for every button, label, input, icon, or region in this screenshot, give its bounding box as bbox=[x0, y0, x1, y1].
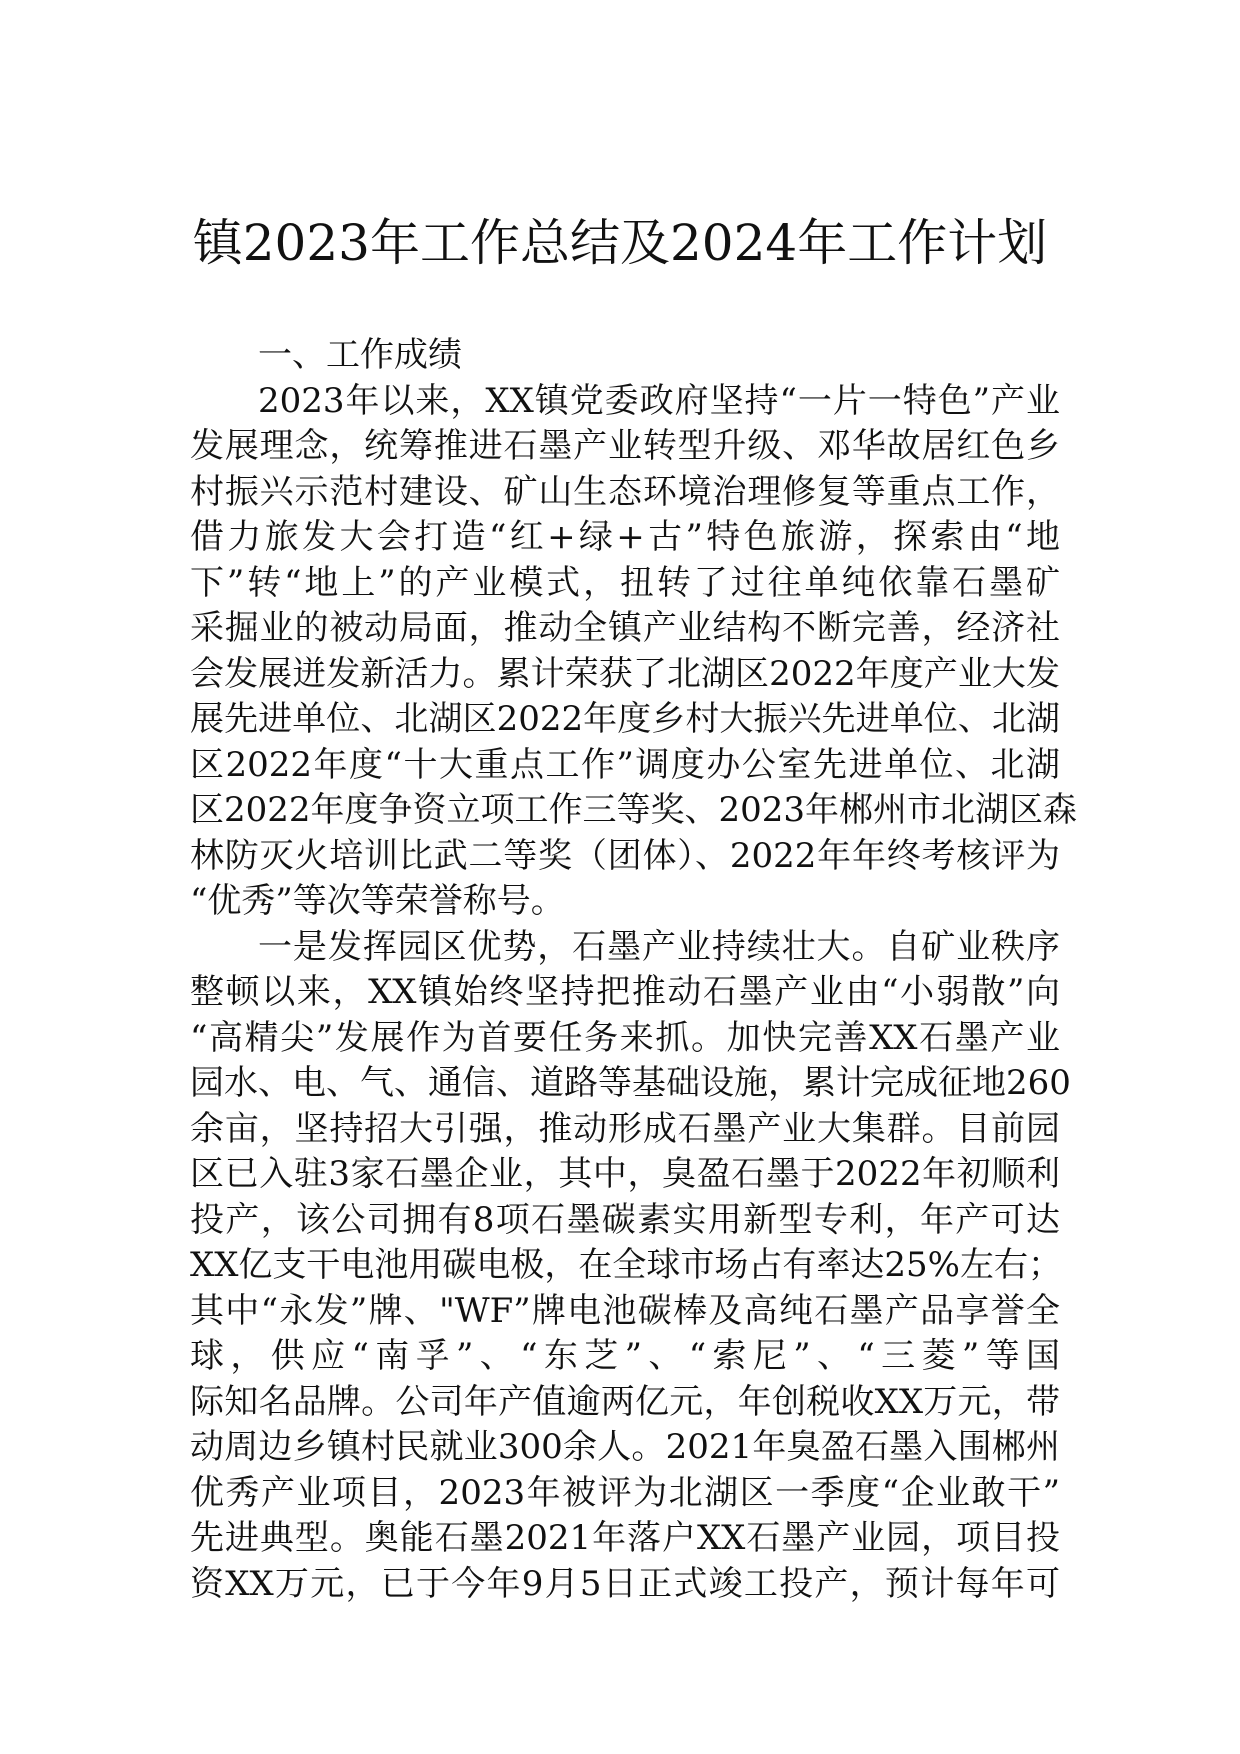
text-line: 借力旅发大会打造“红+绿+古”特色旅游，探索由“地 bbox=[190, 517, 1060, 557]
text-line: 园水、电、气、通信、道路等基础设施，累计完成征地260 bbox=[190, 1063, 1071, 1103]
text-line: 整顿以来，XX镇始终坚持把推动石墨产业由“小弱散”向 bbox=[190, 972, 1060, 1012]
text-line: 际知名品牌。公司年产值逾两亿元，年创税收XX万元，带 bbox=[190, 1381, 1060, 1422]
text-line: 余亩，坚持招大引强，推动形成石墨产业大集群。目前园 bbox=[190, 1108, 1060, 1149]
text-line: 2023年以来，XX镇党委政府坚持“一片一特色”产业 bbox=[258, 380, 1060, 421]
text-line: 动周边乡镇村民就业300余人。2021年臭盈石墨入围郴州 bbox=[190, 1427, 1060, 1467]
text-line: 区已入驻3家石墨企业，其中，臭盈石墨于2022年初顺利 bbox=[190, 1154, 1060, 1194]
text-line: “高精尖”发展作为首要任务来抓。加快完善XX石墨产业 bbox=[190, 1017, 1060, 1058]
text-line: 林防灭火培训比武二等奖（团体）、2022年年终考核评为 bbox=[190, 835, 1060, 876]
text-line: 其中“永发”牌、"WF”牌电池碳棒及高纯石墨产品享誉全 bbox=[190, 1290, 1060, 1331]
text-line: 区2022年度争资立项工作三等奖、2023年郴州市北湖区森 bbox=[190, 790, 1078, 830]
text-line: XX亿支干电池用碳电极，在全球市场占有率达25%左右； bbox=[190, 1245, 1062, 1285]
text-line: 村振兴示范村建设、矿山生态环境治理修复等重点工作， bbox=[190, 471, 1060, 512]
text-line: “优秀”等次等荣誉称号。 bbox=[190, 881, 565, 921]
text-line: 区2022年度“十大重点工作”调度办公室先进单位、北湖 bbox=[190, 744, 1060, 785]
text-line: 球，供应“南孚”、“东芝”、“索尼”、“三菱”等国 bbox=[190, 1336, 1060, 1376]
text-line: 优秀产业项目，2023年被评为北湖区一季度“企业敢干” bbox=[190, 1472, 1060, 1513]
document-title: 镇2023年工作总结及2024年工作计划 bbox=[192, 214, 1048, 272]
paragraph-graphite-industry bbox=[190, 925, 1071, 1608]
text-line: 资XX万元，已于今年9月5日正式竣工投产，预计每年可 bbox=[190, 1563, 1060, 1604]
paragraph-achievements bbox=[190, 379, 1078, 925]
document-body bbox=[190, 333, 1078, 1607]
text-line: 会发展迸发新活力。累计荣获了北湖区2022年度产业大发 bbox=[190, 653, 1060, 694]
text-line: 展先进单位、北湖区2022年度乡村大振兴先进单位、北湖 bbox=[190, 699, 1060, 739]
section-heading: 一、工作成绩 bbox=[258, 335, 462, 375]
text-line: 先进典型。奥能石墨2021年落户XX石墨产业园，项目投 bbox=[190, 1518, 1060, 1558]
text-line: 发展理念，统筹推进石墨产业转型升级、邓华故居红色乡 bbox=[190, 426, 1060, 466]
text-line: 采掘业的被动局面，推动全镇产业结构不断完善，经济社 bbox=[190, 608, 1060, 648]
text-line: 下”转“地上”的产业模式，扭转了过往单纯依靠石墨矿 bbox=[190, 562, 1060, 603]
text-line: 一是发挥园区优势，石墨产业持续壮大。自矿业秩序 bbox=[258, 926, 1060, 967]
text-line: 投产，该公司拥有8项石墨碳素实用新型专利，年产可达 bbox=[190, 1199, 1060, 1240]
